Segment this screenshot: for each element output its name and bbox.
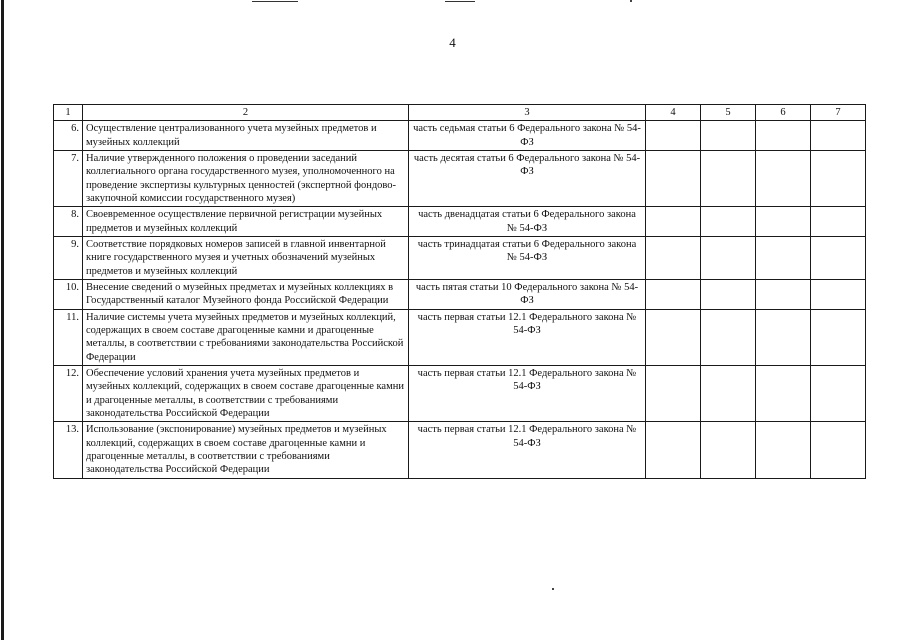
table-row (54, 236, 866, 279)
empty-cell (811, 309, 866, 365)
table-row (54, 279, 866, 309)
requirement-text: Своевременное осуществление первичной регистрации музейных предметов и музейных коллекций (83, 207, 409, 237)
empty-cell (811, 279, 866, 309)
requirement-text: Использование (экспонирование) музейных предметов и музейных коллекций, содержащих в своем составе драгоценные камни и драгоценные металлы, в соответствии с требованиями законодательства Российской Федерации (83, 422, 409, 478)
checklist-table (53, 104, 866, 479)
scan-left-edge (1, 0, 4, 640)
legal-basis-text: часть первая статьи 12.1 Федерального закона № 54-ФЗ (409, 422, 646, 478)
row-number: 9. (54, 236, 83, 279)
table-row (54, 207, 866, 237)
empty-cell (701, 207, 756, 237)
scan-dot (552, 588, 554, 590)
scan-mark (445, 1, 475, 2)
empty-cell (701, 309, 756, 365)
row-number: 11. (54, 309, 83, 365)
empty-cell (811, 365, 866, 421)
column-header: 7 (811, 105, 866, 121)
legal-basis-text: часть седьмая статьи 6 Федерального закона № 54-ФЗ (409, 121, 646, 151)
table-row (54, 365, 866, 421)
empty-cell (646, 207, 701, 237)
empty-cell (701, 150, 756, 206)
empty-cell (701, 365, 756, 421)
legal-basis-text: часть первая статьи 12.1 Федерального закона № 54-ФЗ (409, 309, 646, 365)
empty-cell (756, 279, 811, 309)
requirement-text: Наличие системы учета музейных предметов и музейных коллекций, содержащих в своем составе драгоценные камни и драгоценные металлы, в соответствии с требованиями законодательства Российской Федерации (83, 309, 409, 365)
empty-cell (811, 121, 866, 151)
row-number: 10. (54, 279, 83, 309)
empty-cell (646, 121, 701, 151)
row-number: 7. (54, 150, 83, 206)
empty-cell (646, 309, 701, 365)
scan-mark (252, 1, 298, 2)
header-row (54, 105, 866, 121)
requirement-text: Обеспечение условий хранения учета музейных предметов и музейных коллекций, содержащих в своем составе драгоценные камни и драгоценные металлы, в соответствии с требованиями законодательства Российской Федерации (83, 365, 409, 421)
empty-cell (756, 309, 811, 365)
legal-basis-text: часть первая статьи 12.1 Федерального закона № 54-ФЗ (409, 365, 646, 421)
empty-cell (811, 422, 866, 478)
row-number: 6. (54, 121, 83, 151)
scan-dot (630, 0, 632, 2)
table-row (54, 150, 866, 206)
empty-cell (646, 365, 701, 421)
column-header: 6 (756, 105, 811, 121)
page-number: 4 (449, 35, 456, 50)
table-row (54, 309, 866, 365)
column-header: 3 (409, 105, 646, 121)
row-number: 13. (54, 422, 83, 478)
empty-cell (756, 236, 811, 279)
empty-cell (701, 422, 756, 478)
empty-cell (811, 150, 866, 206)
empty-cell (646, 236, 701, 279)
legal-basis-text: часть тринадцатая статьи 6 Федерального закона № 54-ФЗ (409, 236, 646, 279)
empty-cell (756, 150, 811, 206)
legal-basis-text: часть пятая статьи 10 Федерального закона № 54-ФЗ (409, 279, 646, 309)
empty-cell (811, 236, 866, 279)
empty-cell (756, 121, 811, 151)
row-number: 12. (54, 365, 83, 421)
empty-cell (646, 279, 701, 309)
empty-cell (701, 121, 756, 151)
column-header: 2 (83, 105, 409, 121)
row-number: 8. (54, 207, 83, 237)
column-header: 4 (646, 105, 701, 121)
table-row (54, 121, 866, 151)
empty-cell (811, 207, 866, 237)
legal-basis-text: часть двенадцатая статьи 6 Федерального закона № 54-ФЗ (409, 207, 646, 237)
legal-basis-text: часть десятая статьи 6 Федерального закона № 54-ФЗ (409, 150, 646, 206)
column-header: 1 (54, 105, 83, 121)
requirement-text: Наличие утвержденного положения о проведении заседаний коллегиального органа государственного музея, уполномоченного на проведение экспертизы культурных ценностей (экспертной фондово-закупочной комиссии государственного музея) (83, 150, 409, 206)
empty-cell (756, 365, 811, 421)
requirement-text: Внесение сведений о музейных предметах и музейных коллекциях в Государственный каталог Музейного фонда Российской Федерации (83, 279, 409, 309)
requirement-text: Осуществление централизованного учета музейных предметов и музейных коллекций (83, 121, 409, 151)
empty-cell (646, 150, 701, 206)
empty-cell (756, 422, 811, 478)
empty-cell (646, 422, 701, 478)
column-header: 5 (701, 105, 756, 121)
empty-cell (701, 279, 756, 309)
empty-cell (756, 207, 811, 237)
empty-cell (701, 236, 756, 279)
requirement-text: Соответствие порядковых номеров записей в главной инвентарной книге государственного музея и учетных обозначений музейных предметов и музейных коллекций (83, 236, 409, 279)
table-row (54, 422, 866, 478)
